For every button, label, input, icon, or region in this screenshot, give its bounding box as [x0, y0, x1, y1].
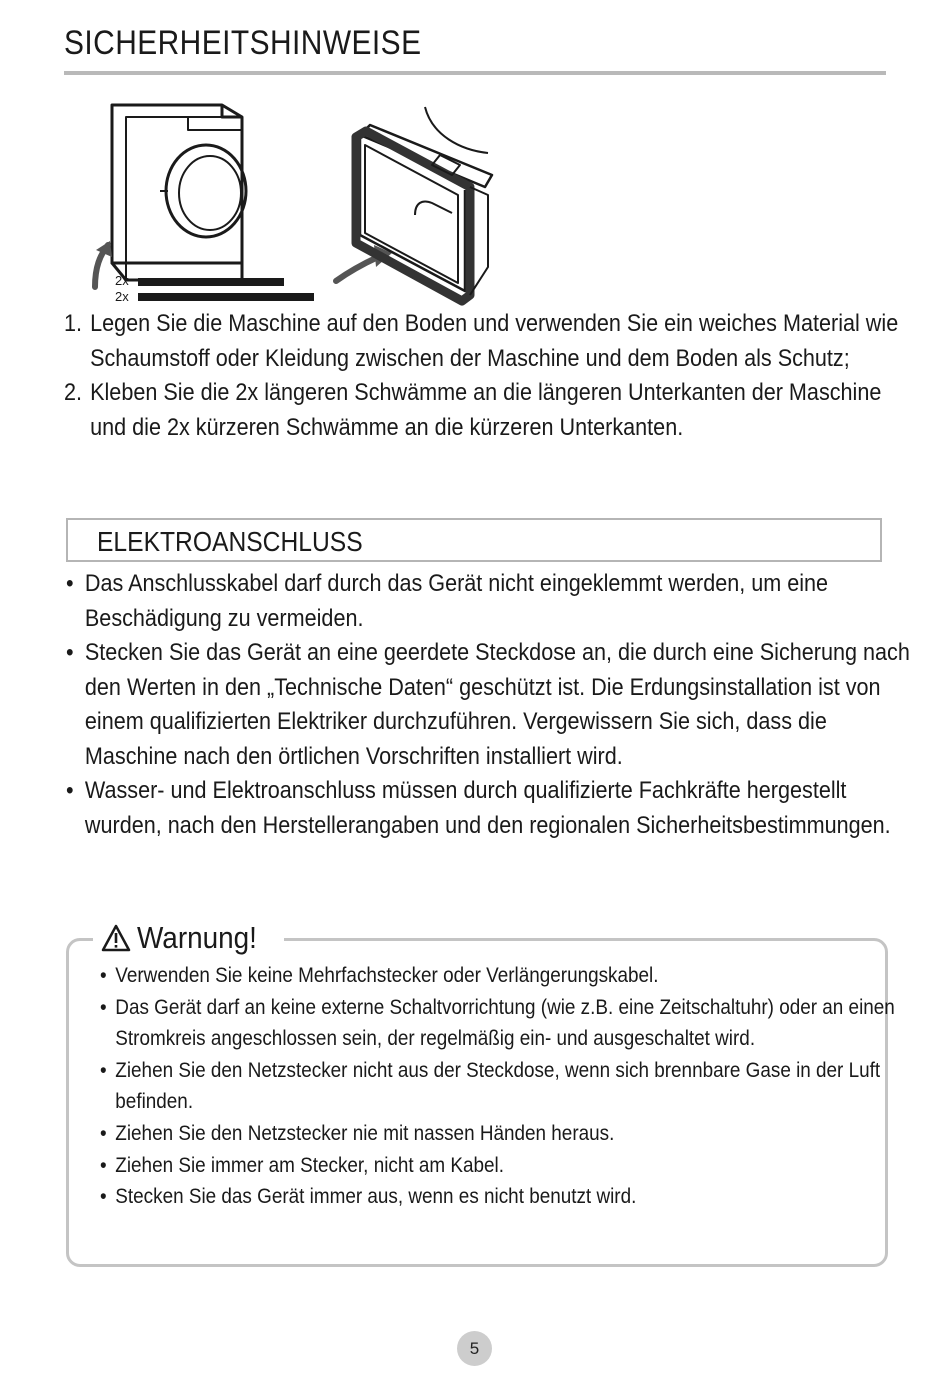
electrical-connection-list [66, 567, 910, 843]
list-item [66, 567, 913, 636]
bullet: • [100, 1121, 107, 1145]
washing-machine-base-view [356, 107, 492, 301]
washing-machine-illustration [60, 95, 500, 310]
step-text: Legen Sie die Maschine auf den Boden und verwenden Sie ein weiches Material wie Schaumstoff oder Kleidung zwischen der Maschine und dem Boden als Schutz; [90, 310, 899, 372]
warning-heading [93, 920, 284, 956]
sponge-strip-long [138, 278, 284, 286]
washing-machine-front-view [112, 105, 246, 280]
step-text: Kleben Sie die 2x längeren Schwämme an die längeren Unterkanten der Maschine und die 2x kürzeren Schwämme an die kürzeren Unterkanten. [90, 379, 882, 441]
page-number: 5 [457, 1331, 492, 1366]
bullet-text: Stecken Sie das Gerät an eine geerdete Steckdose an, die durch eine Sicherung nach den Werten in den „Technische Daten“ geschützt ist. Die Erdungsinstallation ist von einem qualifizierten Elektriker durchzuführen. Vergewissern Sie sich, dass die Maschine nach den örtlichen Vorschriften installiert wird. [84, 639, 910, 770]
list-item [66, 636, 913, 774]
warning-text: Verwenden Sie keine Mehrfachstecker oder Verlängerungskabel. [115, 964, 659, 987]
warning-triangle-icon [101, 924, 131, 952]
page-title: SICHERHEITSHINWEISE [64, 24, 422, 62]
warning-text: Stecken Sie das Gerät immer aus, wenn es nicht benutzt wird. [115, 1185, 637, 1209]
title-divider [64, 71, 886, 75]
bullet: • [100, 1185, 107, 1209]
bullet: • [66, 777, 74, 804]
warning-text: Das Gerät darf an keine externe Schaltvorrichtung (wie z.B. eine Zeitschaltuhr) oder an einen Stromkreis angeschlossen sein, der regelmäßig ein- und ausgeschaltet wird. [115, 995, 895, 1051]
warning-list [100, 960, 895, 1213]
bullet: • [100, 964, 107, 987]
installation-steps [64, 307, 899, 445]
warning-text: Ziehen Sie den Netzstecker nicht aus der Steckdose, wenn sich brennbare Gase in der Luft befinden. [115, 1058, 881, 1114]
step-number: 2. [64, 379, 83, 406]
strip-label-short: 2x [115, 289, 129, 304]
bullet: • [100, 995, 107, 1019]
strip-label-long: 2x [115, 273, 129, 288]
section-heading-box [66, 518, 882, 562]
arrow-left-icon [95, 241, 112, 287]
list-item [100, 992, 898, 1055]
list-item [64, 376, 918, 445]
bullet: • [100, 1153, 107, 1177]
warning-title: Warnung! [137, 920, 257, 955]
list-item [100, 1055, 898, 1118]
list-item [64, 307, 918, 376]
list-item [100, 1118, 898, 1150]
list-item [66, 774, 913, 843]
warning-text: Ziehen Sie immer am Stecker, nicht am Kabel. [115, 1153, 504, 1177]
bullet: • [66, 570, 74, 597]
bullet: • [100, 1058, 107, 1082]
warning-text: Ziehen Sie den Netzstecker nie mit nassen Händen heraus. [115, 1121, 615, 1145]
step-number: 1. [64, 310, 83, 337]
bullet-text: Wasser- und Elektroanschluss müssen durch qualifizierte Fachkräfte hergestellt wurden, nach den Herstellerangaben und den regionalen Sicherheitsbestimmungen. [84, 777, 891, 839]
bullet: • [66, 639, 74, 666]
list-item [100, 960, 898, 992]
list-item [100, 1150, 898, 1182]
section-heading: ELEKTROANSCHLUSS [97, 526, 363, 557]
bullet-text: Das Anschlusskabel darf durch das Gerät nicht eingeklemmt werden, um eine Beschädigung zu vermeiden. [84, 570, 829, 632]
sponge-strip-short [138, 293, 314, 301]
list-item [100, 1181, 898, 1213]
